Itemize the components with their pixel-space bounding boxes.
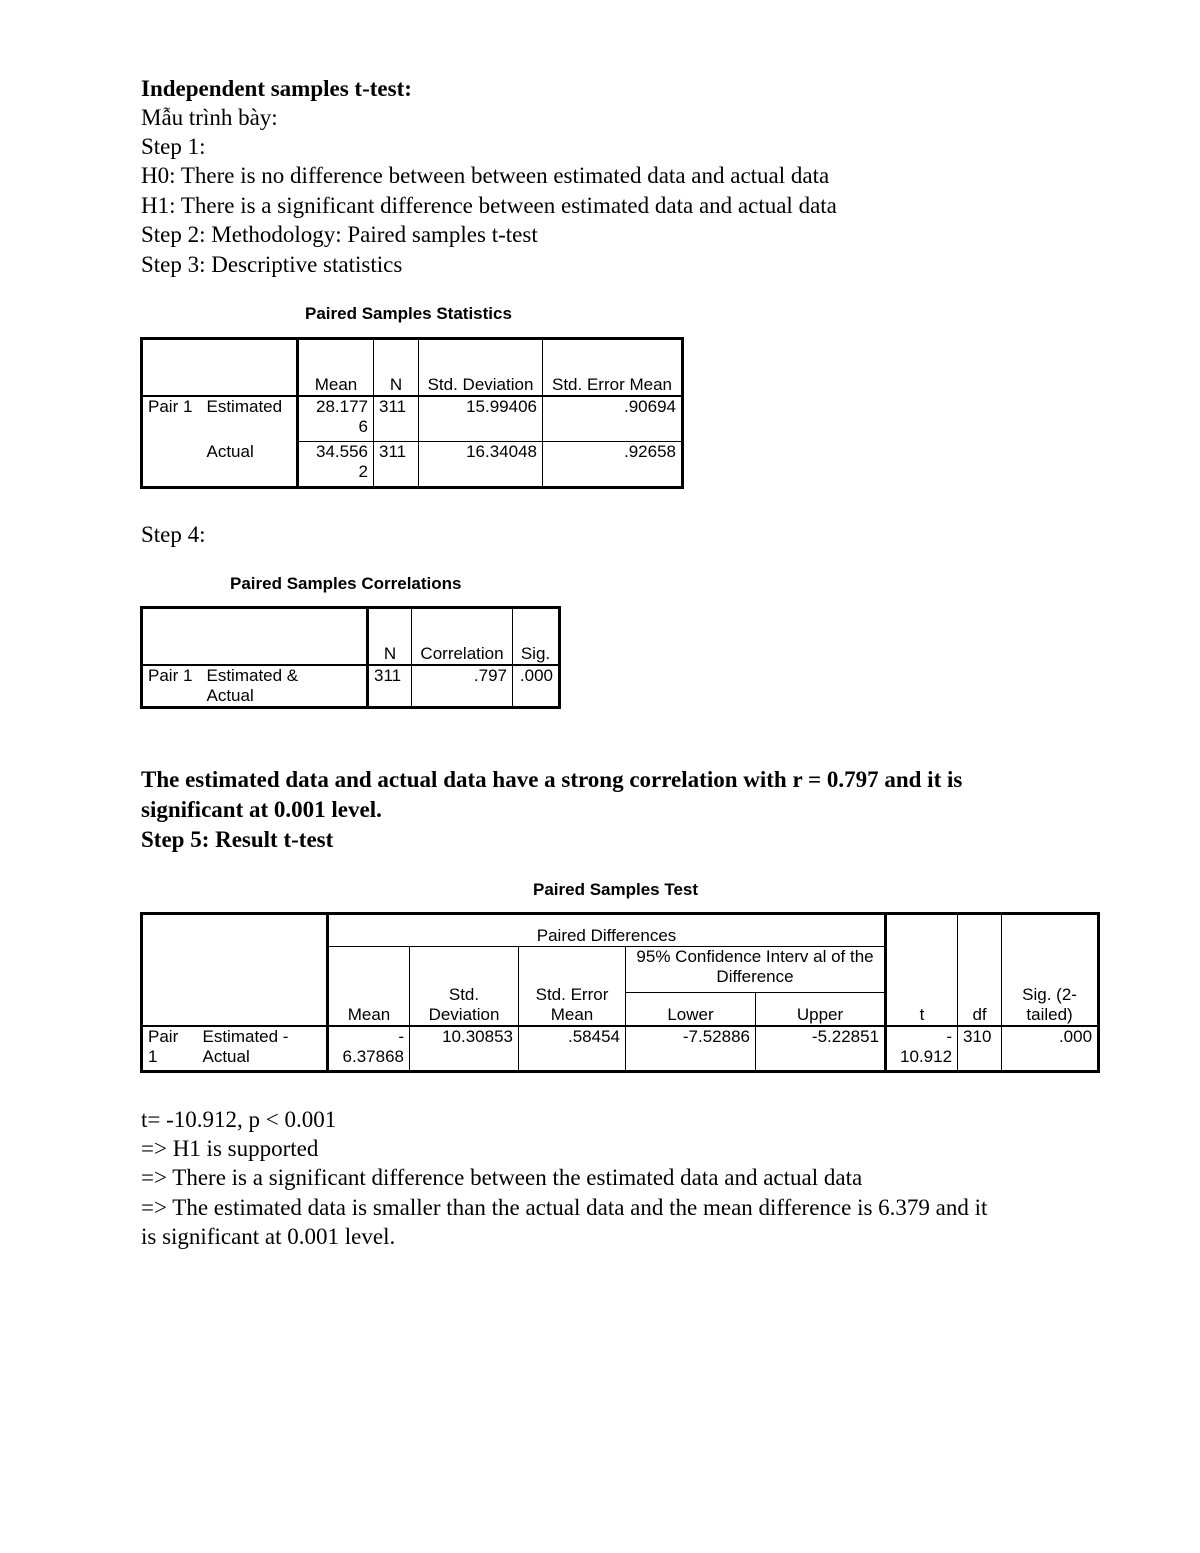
corr-header-blank: [142, 608, 202, 665]
cell-n: 311: [368, 665, 412, 708]
test-header-sd: Std. Deviation: [410, 947, 519, 1026]
test-header-mean: Mean: [328, 947, 410, 1026]
test-header-df: df: [958, 914, 1002, 1026]
table-row: [142, 442, 683, 488]
row-label: Estimated & Actual: [202, 665, 368, 708]
stats-header-sd: Std. Deviation: [419, 339, 543, 396]
conclusion-line: is significant at 0.001 level.: [141, 1224, 396, 1249]
step5-label: Step 5: Result t-test: [141, 827, 334, 852]
document-heading: Independent samples t-test:: [141, 76, 412, 101]
hypothesis-h1: H1: There is a significant difference between estimated data and actual data: [141, 193, 837, 218]
stats-table-title: Paired Samples Statistics: [305, 304, 512, 323]
cell-correlation: .797: [412, 665, 513, 708]
step4-label: Step 4:: [141, 522, 206, 547]
conclusion-line: => H1 is supported: [141, 1136, 319, 1161]
pair-label-empty: [142, 442, 202, 488]
cell-t: - 10.912: [886, 1026, 958, 1072]
test-header-lower: Lower: [626, 993, 756, 1026]
row-label: Actual: [202, 442, 298, 488]
correlation-text: significant at 0.001 level.: [141, 797, 382, 822]
corr-header-n: N: [368, 608, 412, 665]
row-label: Estimated - Actual: [198, 1026, 328, 1072]
correlation-text: The estimated data and actual data have a strong correlation with r = 0.797 and it is: [141, 767, 963, 792]
cell-sd: 15.99406: [419, 396, 543, 442]
cell-mean: 34.556 2: [298, 442, 374, 488]
cell-sd: 16.34048: [419, 442, 543, 488]
test-header-paired-differences: Paired Differences: [328, 914, 886, 947]
conclusion-line: => There is a significant difference between the estimated data and actual data: [141, 1165, 863, 1190]
hypothesis-h0: H0: There is no difference between between estimated data and actual data: [141, 163, 830, 188]
step1-label: Step 1:: [141, 134, 206, 159]
stats-header-se: Std. Error Mean: [543, 339, 683, 396]
stats-header-n: N: [374, 339, 419, 396]
intro-line: Mẫu trình bày:: [141, 105, 278, 130]
cell-mean: - 6.37868: [328, 1026, 410, 1072]
table-row: [142, 396, 683, 442]
paired-samples-test-table: [140, 912, 1100, 1073]
cell-upper: -5.22851: [756, 1026, 886, 1072]
table-row: [142, 665, 560, 708]
test-header-blank: [142, 914, 328, 1026]
cell-sig: .000: [1002, 1026, 1099, 1072]
test-header-ci: 95% Confidence Interv al of the Difference: [626, 947, 886, 993]
table-row: [142, 1026, 1099, 1072]
test-header-se: Std. Error Mean: [519, 947, 626, 1026]
test-header-t: t: [886, 914, 958, 1026]
cell-n: 311: [374, 396, 419, 442]
step2-text: Step 2: Methodology: Paired samples t-test: [141, 222, 538, 247]
cell-lower: -7.52886: [626, 1026, 756, 1072]
cell-se: .58454: [519, 1026, 626, 1072]
step3-text: Step 3: Descriptive statistics: [141, 252, 403, 277]
corr-header-correlation: Correlation: [412, 608, 513, 665]
paired-samples-statistics-table: [140, 337, 684, 489]
conclusion-line: => The estimated data is smaller than the actual data and the mean difference is 6.379 and it: [141, 1195, 988, 1220]
row-label: Estimated: [202, 396, 298, 442]
corr-header-sig: Sig.: [513, 608, 560, 665]
stats-header-mean: Mean: [298, 339, 374, 396]
pair-label: Pair 1: [142, 1026, 198, 1072]
pair-label: Pair 1: [142, 665, 202, 708]
paired-samples-correlations-table: [140, 606, 561, 709]
pair-label: Pair 1: [142, 396, 202, 442]
corr-table-title: Paired Samples Correlations: [230, 574, 462, 593]
cell-df: 310: [958, 1026, 1002, 1072]
test-table-title: Paired Samples Test: [533, 880, 699, 899]
conclusion-line: t= -10.912, p < 0.001: [141, 1107, 337, 1132]
cell-sig: .000: [513, 665, 560, 708]
cell-sd: 10.30853: [410, 1026, 519, 1072]
cell-se: .90694: [543, 396, 683, 442]
stats-header-blank: [202, 339, 298, 396]
stats-header-blank: [142, 339, 202, 396]
corr-header-blank: [202, 608, 368, 665]
cell-se: .92658: [543, 442, 683, 488]
test-header-sig: Sig. (2- tailed): [1002, 914, 1099, 1026]
test-header-upper: Upper: [756, 993, 886, 1026]
cell-mean: 28.177 6: [298, 396, 374, 442]
cell-n: 311: [374, 442, 419, 488]
